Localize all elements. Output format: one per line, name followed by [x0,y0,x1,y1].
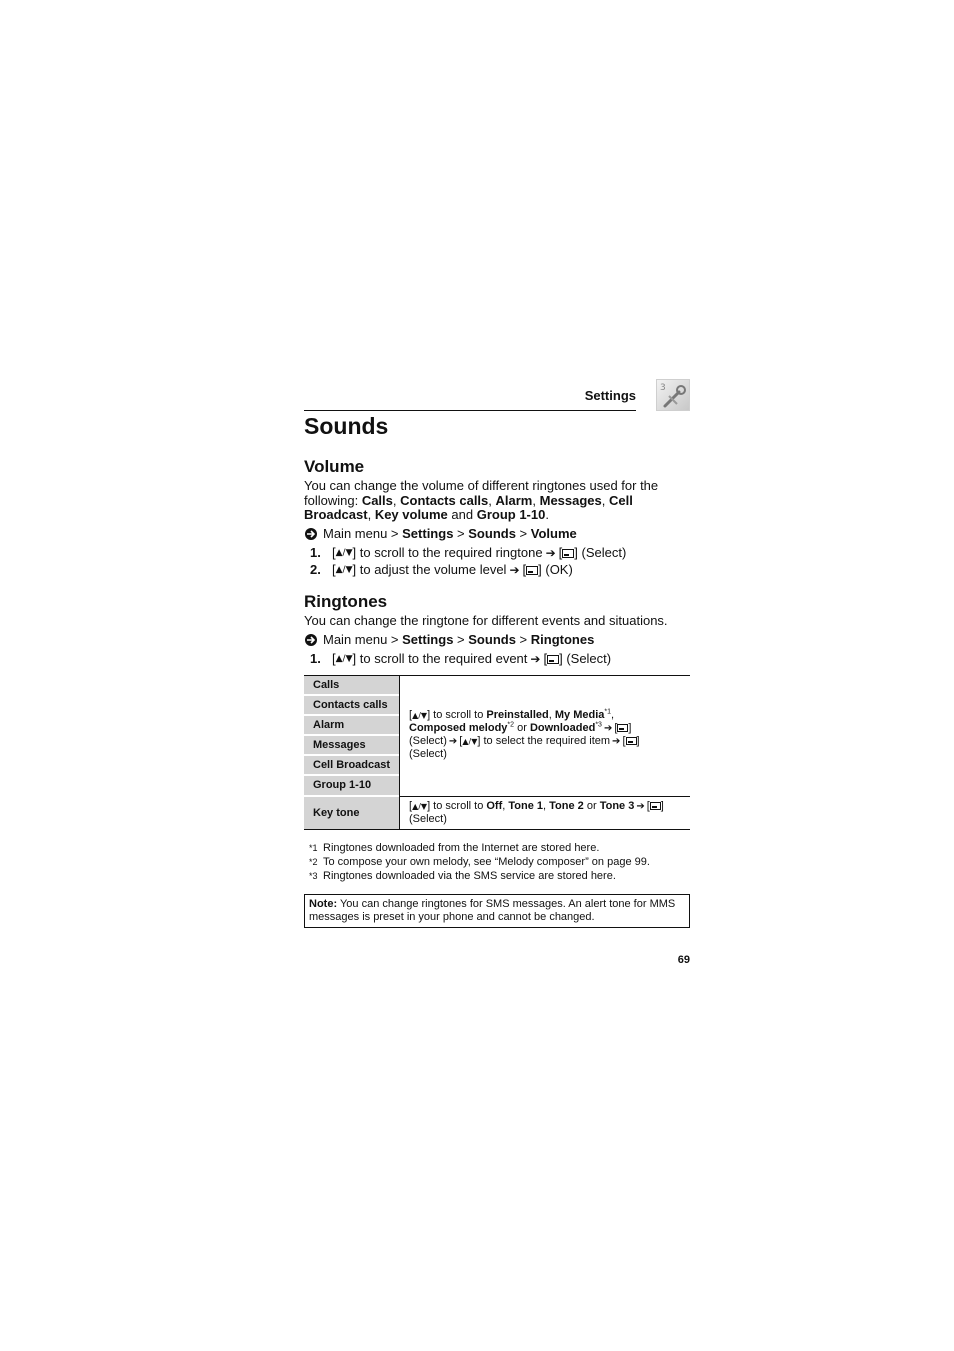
ringtones-heading: Ringtones [304,592,388,611]
table-row-label: Group 1-10 [304,776,399,795]
softkey-icon [547,655,559,664]
softkey-icon [617,724,628,732]
up-down-key-icon: ▲/▼ [462,737,478,746]
volume-description: You can change the volume of different ringtones used for the following: Calls, Contacts calls, Alarm, Messages, Cell Broadcast, Key volume and Group 1-10. [304,478,659,522]
arrow-right-icon: ➔ [530,652,541,666]
table-row-label: Messages [304,736,399,755]
softkey-icon [562,549,574,558]
table-row-label: Alarm [304,716,399,735]
up-down-key-icon: ▲/▼ [335,654,353,664]
settings-wrench-icon [656,379,690,411]
svg-text:3: 3 [660,383,666,393]
softkey-icon [526,566,538,575]
volume-step-1: 1. [ ▲/▼ ] to scroll to the required ringtone ➔ [ ] (Select) [310,545,627,560]
table-row-label: Cell Broadcast [304,756,399,775]
up-down-key-icon: ▲/▼ [335,565,353,575]
ringtones-menu-path: Main menu > Settings > Sounds > Ringtones [304,632,594,648]
arrow-right-icon: ➔ [603,723,613,734]
ringtones-table [304,675,690,830]
header-rule [304,410,636,411]
page-title: Sounds [304,413,389,439]
table-row-label: Contacts calls [304,696,399,715]
footnote: *2 To compose your own melody, see “Melody composer” on page 99. [309,856,650,868]
menu-path-arrow-icon [304,527,318,541]
up-down-key-icon: ▲/▼ [335,548,353,558]
section-label: Settings [584,388,636,403]
table-row-label: Calls [304,676,399,695]
volume-step-2: 2. [ ▲/▼ ] to adjust the volume level ➔ [ ] (OK) [310,562,573,577]
volume-heading: Volume [304,457,365,476]
events-instruction: [▲/▼] to scroll to Preinstalled, My Media$^{*1}$, Composed melody$^{*2}$ or Downloaded$^{*3}$ ➔ [ ] (Select) ➔ [▲/▼] to select the required item ➔ [ ] (Select) [409,708,640,760]
arrow-right-icon: ➔ [509,563,520,577]
footnote: *1 Ringtones downloaded from the Internet are stored here. [309,842,600,854]
ringtones-description: You can change the ringtone for different events and situations. [304,613,668,628]
ringtones-step-1: 1. [ ▲/▼ ] to scroll to the required event ➔ [ ] (Select) [310,651,612,666]
arrow-right-icon: ➔ [448,736,458,747]
arrow-right-icon: ➔ [545,546,556,560]
softkey-icon [626,737,637,745]
softkey-icon [650,802,661,810]
up-down-key-icon: ▲/▼ [412,711,428,720]
up-down-key-icon: ▲/▼ [412,802,428,811]
table-divider [399,796,690,797]
key-tone-instruction: [▲/▼] to scroll to Off, Tone 1, Tone 2 or Tone 3 ➔ [ ] (Select) [409,800,664,825]
note-box: Note: You can change ringtones for SMS messages. An alert tone for MMS messages is preset in your phone and cannot be changed. [304,894,690,928]
page-number: 69 [677,954,690,966]
arrow-right-icon: ➔ [636,801,645,812]
volume-menu-path: Main menu > Settings > Sounds > Volume [304,526,577,542]
menu-path-arrow-icon [304,633,318,647]
footnote: *3 Ringtones downloaded via the SMS service are stored here. [309,870,616,882]
arrow-right-icon: ➔ [612,736,621,747]
table-divider [399,676,400,829]
table-row-label: Key tone [304,797,399,829]
